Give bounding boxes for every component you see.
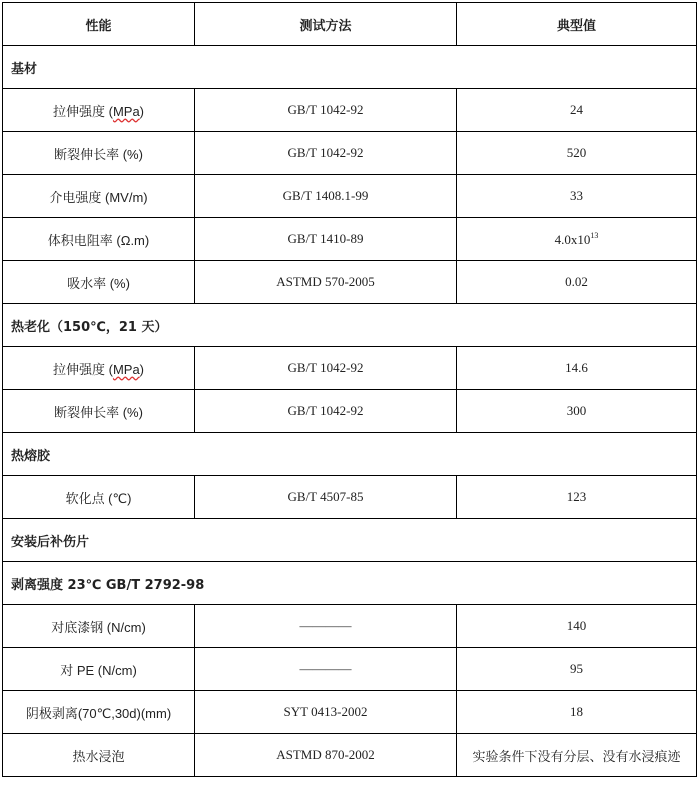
property-cell (3, 347, 195, 390)
section-peel: 剥离强度 23℃ GB/T 2792-98 (3, 562, 697, 605)
table-row (3, 476, 697, 519)
property-cell: 体积电阻率 (Ω.m) (3, 218, 195, 261)
value-cell: 95 (457, 648, 697, 691)
property-tail: ) (139, 103, 145, 119)
value-cell: 实验条件下没有分层、没有水浸痕迹 (457, 734, 697, 777)
table-row (3, 691, 697, 734)
property-cell: 对底漆钢 (N/cm) (3, 605, 195, 648)
value-exponent: 13 (590, 230, 599, 240)
property-unit: MPa (112, 361, 140, 377)
value-cell: 140 (457, 605, 697, 648)
property-cell: 断裂伸长率 (%) (3, 132, 195, 175)
property-cell: 阴极剥离(70℃,30d)(mm) (3, 691, 195, 734)
method-cell: ASTMD 870-2002 (195, 734, 457, 777)
table-row (3, 261, 697, 304)
property-cell: 断裂伸长率 (%) (3, 390, 195, 433)
value-cell (457, 218, 697, 261)
section-row (3, 562, 697, 605)
section-row (3, 519, 697, 562)
value-cell: 0.02 (457, 261, 697, 304)
section-hot-melt: 热熔胶 (3, 433, 697, 476)
section-substrate: 基材 (3, 46, 697, 89)
value-cell: 300 (457, 390, 697, 433)
method-cell: SYT 0413-2002 (195, 691, 457, 734)
table-row (3, 132, 697, 175)
property-cell: 吸水率 (%) (3, 261, 195, 304)
value-cell: 14.6 (457, 347, 697, 390)
property-unit: MPa (112, 103, 140, 119)
property-tail: ) (139, 361, 145, 377)
header-row (3, 3, 697, 46)
table-row (3, 648, 697, 691)
section-patch: 安装后补伤片 (3, 519, 697, 562)
method-cell: GB/T 1410-89 (195, 218, 457, 261)
value-cell: 520 (457, 132, 697, 175)
properties-table (2, 2, 697, 777)
header-method: 测试方法 (195, 3, 457, 46)
method-cell: ———— (195, 605, 457, 648)
property-cell: 热水浸泡 (3, 734, 195, 777)
value-mantissa: 4.0x10 (554, 231, 591, 247)
method-cell: GB/T 1042-92 (195, 132, 457, 175)
value-cell: 123 (457, 476, 697, 519)
property-label: 拉伸强度 ( (52, 361, 113, 377)
table-row (3, 605, 697, 648)
method-cell: GB/T 1042-92 (195, 347, 457, 390)
property-cell: 软化点 (℃) (3, 476, 195, 519)
value-cell: 24 (457, 89, 697, 132)
table-row (3, 89, 697, 132)
table-row (3, 390, 697, 433)
value-cell: 18 (457, 691, 697, 734)
header-value: 典型值 (457, 3, 697, 46)
method-cell: GB/T 4507-85 (195, 476, 457, 519)
method-cell: GB/T 1042-92 (195, 390, 457, 433)
value-cell: 33 (457, 175, 697, 218)
method-cell: ASTMD 570-2005 (195, 261, 457, 304)
section-row (3, 433, 697, 476)
section-row (3, 46, 697, 89)
property-cell (3, 89, 195, 132)
property-cell: 对 PE (N/cm) (3, 648, 195, 691)
header-property: 性能 (3, 3, 195, 46)
table-row (3, 734, 697, 777)
section-heat-aging: 热老化（150℃，21 天） (3, 304, 697, 347)
section-row (3, 304, 697, 347)
method-cell: GB/T 1042-92 (195, 89, 457, 132)
table-row (3, 175, 697, 218)
property-label: 拉伸强度 ( (52, 103, 113, 119)
method-cell: GB/T 1408.1-99 (195, 175, 457, 218)
table-row (3, 347, 697, 390)
property-cell: 介电强度 (MV/m) (3, 175, 195, 218)
table-row (3, 218, 697, 261)
method-cell: ———— (195, 648, 457, 691)
